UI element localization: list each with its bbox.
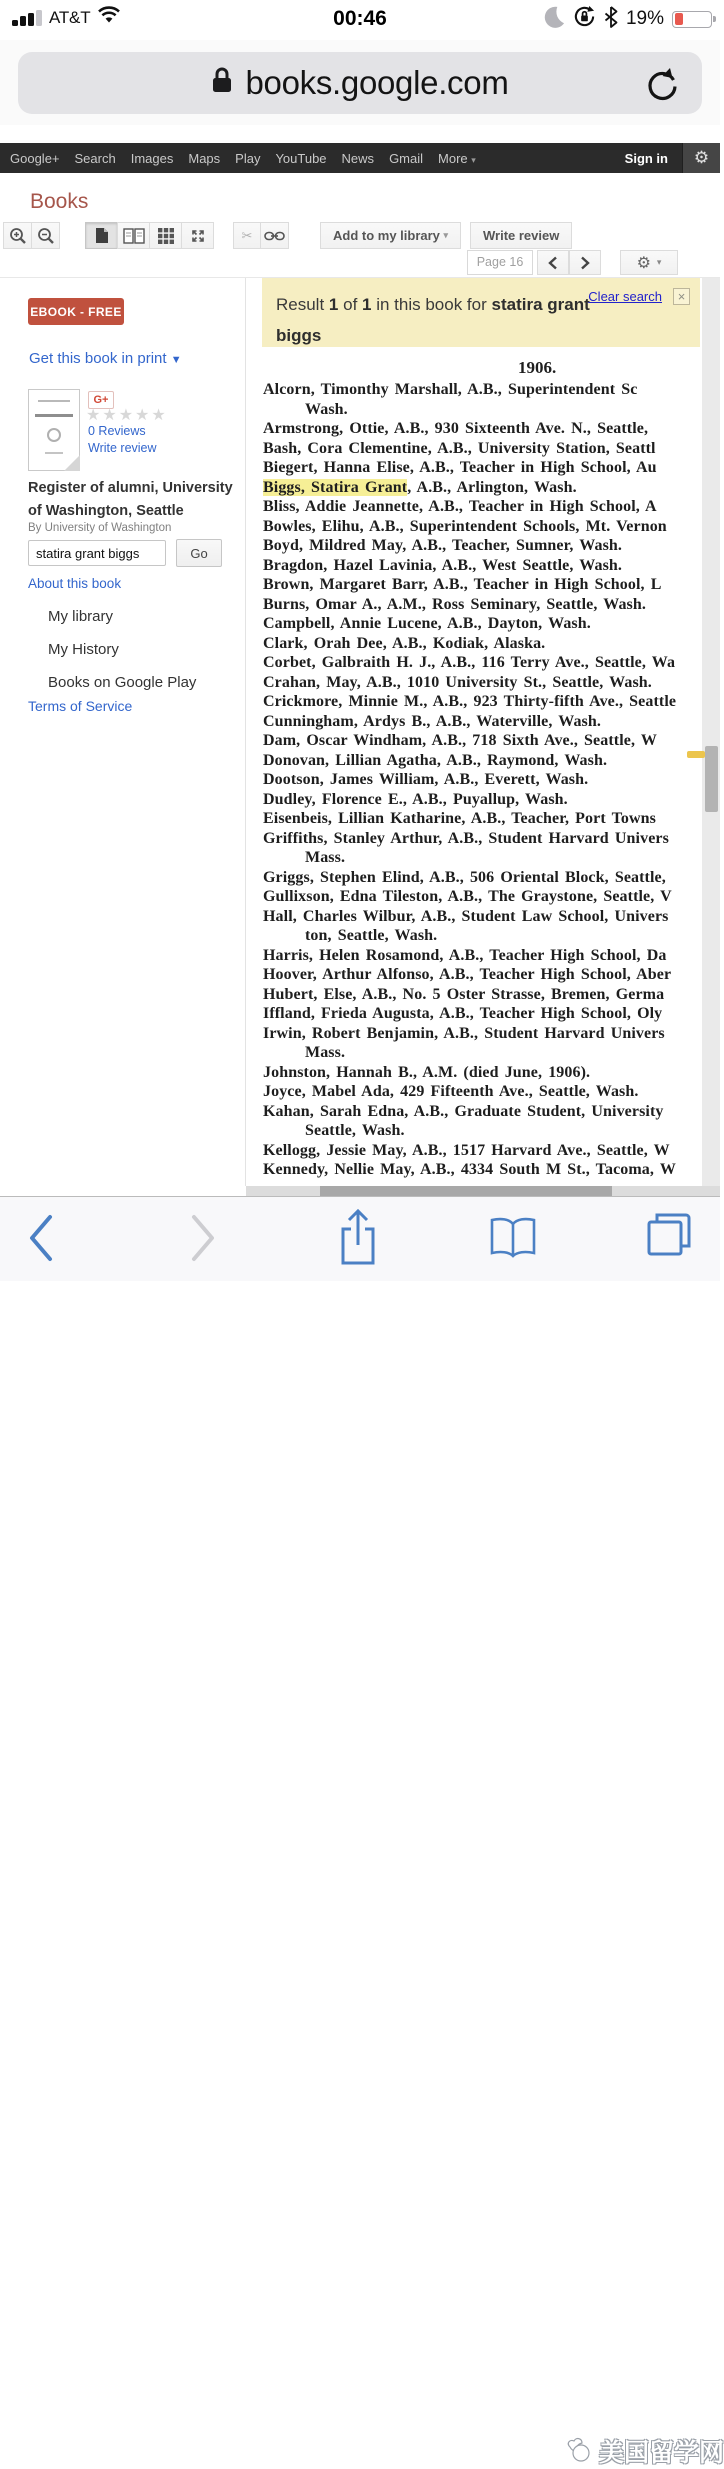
add-to-library-button[interactable]: Add to my library ▾ (320, 222, 461, 249)
result-text-segment: Result (276, 295, 329, 314)
book-text-line: Kellogg, Jessie May, A.B., 1517 Harvard Ave., Seattle, W (263, 1141, 670, 1159)
safari-top-bar (0, 40, 720, 125)
chevron-right-icon (186, 1211, 220, 1265)
book-text-line: Armstrong, Ottie, A.B., 930 Sixteenth Ave. N., Seattle, (263, 420, 649, 437)
https-lock-icon (211, 64, 233, 102)
book-text-line: Hoover, Arthur Alfonso, A.B., Teacher High School, Aber (263, 966, 672, 983)
address-bar[interactable] (18, 52, 702, 114)
book-text-line: Campbell, Annie Lucene, A.B., Dayton, Wash. (263, 615, 591, 632)
zoom-out-button[interactable] (31, 222, 60, 249)
book-text-line: Griggs, Stephen Elind, A.B., 506 Oriental Block, Seattle, (263, 868, 666, 886)
battery-percent-label: 19% (625, 8, 664, 29)
watermark (564, 2433, 724, 2469)
book-text-line: Crickmore, Minnie M., A.B., 923 Thirty-fifth Ave., Seattle (263, 693, 677, 710)
gear-icon: ⚙ (693, 148, 710, 167)
result-text-segment: 1 (328, 295, 339, 314)
book-text-line: Dudley, Florence E., A.B., Puyallup, Wash. (263, 790, 568, 808)
write-review-link[interactable]: Write review (88, 441, 157, 455)
book-text-line: Iffland, Frieda Augusta, A.B., Teacher High School, Oly (263, 1005, 663, 1022)
google-nav-items (10, 151, 491, 166)
book-text-line: Clark, Orah Dee, A.B., Kodiak, Alaska. (263, 634, 546, 652)
book-text-line: Hubert, Else, A.B., No. 5 Oster Strasse, Bremen, Germa (263, 985, 665, 1003)
book-text-line: Hall, Charles Wilbur, A.B., Student Law School, Univers (263, 907, 669, 925)
book-text-line: Biggs, Statira Grant, A.B., Arlington, Wash. (263, 478, 577, 496)
sign-in-button[interactable]: Sign in (624, 150, 668, 166)
gear-icon: ⚙ (636, 254, 651, 272)
book-cover-thumbnail (28, 389, 80, 471)
link-button[interactable] (260, 222, 289, 249)
book-text-line: Harris, Helen Rosamond, A.B., Teacher High School, Da (263, 946, 667, 964)
result-text-segment: in this book for (371, 295, 492, 314)
result-text-segment: of (338, 295, 363, 314)
book-text-line: Mass. (305, 1044, 346, 1061)
safari-bottom-toolbar (0, 1196, 724, 2467)
book-text-line: Cunningham, Ardys B., A.B., Waterville, Wash. (263, 712, 601, 730)
book-text-line: Biegert, Hanna Elise, A.B., Teacher in High School, Au (263, 459, 657, 476)
book-text-line: Gullixson, Edna Tileston, A.B., The Graystone, Seattle, V (263, 888, 672, 905)
share-button[interactable] (336, 1207, 380, 1270)
search-match-marker (687, 751, 705, 758)
result-text (276, 289, 606, 352)
book-text-line: Bowles, Elihu, A.B., Superintendent Schools, Mt. Vernon (263, 517, 667, 535)
book-text-line: Joyce, Mabel Ada, 429 Fifteenth Ave., Seattle, Wash. (263, 1083, 639, 1100)
book-text-line: Mass. (305, 849, 346, 866)
bookmarks-button[interactable] (488, 1215, 538, 1264)
two-page-view-button[interactable] (117, 222, 150, 249)
orientation-lock-icon (573, 5, 596, 33)
search-highlight: Biggs, Statira Grant (263, 478, 408, 496)
chevron-down-icon: ▾ (443, 230, 449, 240)
do-not-disturb-moon-icon (542, 5, 565, 33)
previous-page-button[interactable] (537, 250, 569, 275)
book-text-line: Crahan, May, A.B., 1010 University St., Seattle, Wash. (263, 673, 652, 691)
book-text-line: Eisenbeis, Lillian Katharine, A.B., Teacher, Port Towns (263, 810, 656, 827)
book-text-line: Alcorn, Timonthy Marshall, A.B., Superintendent Sc (263, 381, 638, 398)
bluetooth-icon (604, 6, 618, 33)
settings-gear-button[interactable] (682, 143, 720, 173)
book-text-line: Corbet, Galbraith H. J., A.B., 116 Terry Ave., Seattle, Wa (263, 654, 676, 671)
fullscreen-icon (190, 228, 206, 244)
chevron-left-icon (24, 1211, 58, 1265)
back-button[interactable] (24, 1211, 58, 1268)
book-seal (47, 428, 61, 442)
google-nav-right (625, 143, 720, 173)
book-text-line: Bragdon, Hazel Lavinia, A.B., West Seattle, Wash. (263, 556, 623, 574)
google-nav-item[interactable]: Images (130, 150, 174, 166)
book-text-line: Bliss, Addie Jeannette, A.B., Teacher in High School, A (263, 498, 657, 515)
two-page-icon (123, 228, 145, 244)
book-text-line: Boyd, Mildred May, A.B., Teacher, Sumner, Wash. (263, 537, 622, 554)
search-result-banner (262, 278, 700, 347)
book-text-line: Dootson, James William, A.B., Everett, Wash. (263, 771, 589, 788)
terms-of-service-link[interactable]: Terms of Service (28, 698, 133, 714)
fullscreen-button[interactable] (181, 222, 214, 249)
google-plus-badge[interactable]: G+ (88, 391, 114, 409)
link-icon (264, 231, 285, 241)
book-text-line: Bash, Cora Clementine, A.B., University Station, Seattl (263, 439, 656, 457)
next-page-button[interactable] (569, 250, 601, 275)
page-year-heading: 1906. (518, 358, 557, 377)
chevron-right-icon (580, 256, 590, 270)
carrier-label: AT&T (49, 7, 91, 27)
single-page-view-button[interactable] (85, 222, 118, 249)
close-icon[interactable]: × (673, 288, 690, 305)
zoom-in-icon (9, 227, 27, 245)
clear-search-link[interactable]: Clear search (588, 289, 662, 304)
google-nav-item[interactable]: YouTube (275, 150, 327, 166)
get-book-in-print-link[interactable]: Get this book in print ▼ (29, 350, 182, 367)
book-text-line: Seattle, Wash. (305, 1122, 405, 1139)
chevron-down-icon: ▾ (656, 257, 662, 267)
sidebar-menu (48, 608, 238, 707)
share-icon (336, 1207, 380, 1267)
watermark-dove-logo (564, 2437, 594, 2465)
address-text (211, 64, 508, 102)
scrollbar-thumb-horizontal[interactable] (320, 1186, 612, 1196)
book-text-line: Brown, Margaret Barr, A.B., Teacher in High School, L (263, 576, 662, 593)
chevron-left-icon (548, 256, 558, 270)
google-nav-item[interactable]: News (341, 150, 375, 166)
sidebar-menu-item[interactable]: My library (48, 608, 114, 625)
scissors-icon: ✂ (241, 227, 253, 243)
zoom-out-icon (37, 227, 55, 245)
star-rating: ★★★★★ (86, 407, 168, 424)
book-text-line: Kennedy, Nellie May, A.B., 4334 South M St., Tacoma, W (263, 1161, 676, 1178)
books-app-title: Books (30, 190, 89, 213)
page-curl (64, 455, 80, 471)
book-text-line: Kahan, Sarah Edna, A.B., Graduate Student, University (263, 1102, 664, 1120)
write-review-button[interactable]: Write review (470, 222, 572, 249)
url-label: books.google.com (245, 64, 509, 101)
forward-button[interactable] (186, 1211, 220, 1268)
single-page-icon (95, 227, 109, 244)
clip-button[interactable] (233, 222, 261, 249)
book-author: By University of Washington (28, 522, 172, 534)
book-title: Register of alumni, University of Washington, Seattle (28, 480, 233, 520)
book-text-line: ton, Seattle, Wash. (305, 927, 438, 944)
google-nav-item[interactable]: Google+ (10, 150, 60, 166)
page-number-field[interactable]: Page 16 (467, 250, 533, 275)
chevron-down-icon: ▾ (471, 154, 476, 165)
search-in-book-input[interactable] (28, 540, 166, 566)
battery-icon (672, 11, 712, 28)
grid-icon (158, 228, 174, 244)
scrollbar-track-vertical (702, 278, 720, 1186)
sidebar-menu-item[interactable]: Books on Google Play (48, 674, 197, 691)
book-text-line: Wash. (305, 400, 348, 418)
open-book-icon (488, 1215, 538, 1261)
clock: 00:46 (333, 7, 387, 30)
book-text-line: Irwin, Robert Benjamin, A.B., Student Harvard Univers (263, 1024, 665, 1042)
reviews-count-link[interactable]: 0 Reviews (88, 424, 146, 438)
reload-icon[interactable] (644, 66, 680, 102)
book-text-line: Dam, Oscar Windham, A.B., 718 Sixth Ave., Seattle, W (263, 732, 657, 749)
google-nav-item[interactable]: More ▾ (438, 150, 476, 166)
book-page (246, 347, 702, 1186)
book-text-line: Burns, Omar A., A.M., Ross Seminary, Seattle, Wash. (263, 595, 646, 613)
book-text-line: Donovan, Lillian Agatha, A.B., Raymond, Wash. (263, 751, 608, 769)
go-button[interactable]: Go (176, 539, 222, 567)
watermark-text: 美国留学网 (599, 2439, 724, 2467)
ebook-free-button[interactable]: EBOOK - FREE (28, 298, 124, 325)
book-text (263, 380, 702, 1180)
page-settings-button[interactable] (620, 250, 678, 275)
result-text-segment: statira grant biggs (276, 295, 590, 346)
google-nav-item[interactable]: Search (74, 150, 116, 166)
book-text-line: Griffiths, Stanley Arthur, A.B., Student Harvard Univers (263, 829, 669, 847)
google-nav-item[interactable]: Maps (188, 150, 221, 166)
tabs-icon (644, 1209, 694, 1259)
google-nav-item[interactable]: Gmail (389, 150, 424, 166)
scrollbar-thumb-vertical[interactable] (705, 746, 718, 812)
result-text-segment: 1 (362, 295, 372, 314)
sidebar-menu-item[interactable]: My History (48, 641, 119, 658)
caret-down-icon: ▼ (170, 354, 182, 366)
about-this-book-link[interactable]: About this book (28, 576, 122, 591)
status-right (542, 6, 712, 32)
thumbnail-view-button[interactable] (149, 222, 182, 249)
google-nav-bar (0, 143, 720, 173)
tabs-button[interactable] (644, 1209, 694, 1262)
google-nav-item[interactable]: Play (235, 150, 261, 166)
status-bar (0, 0, 720, 40)
book-text-line: Johnston, Hannah B., A.M. (died June, 1906). (263, 1063, 591, 1081)
zoom-in-button[interactable] (3, 222, 32, 249)
